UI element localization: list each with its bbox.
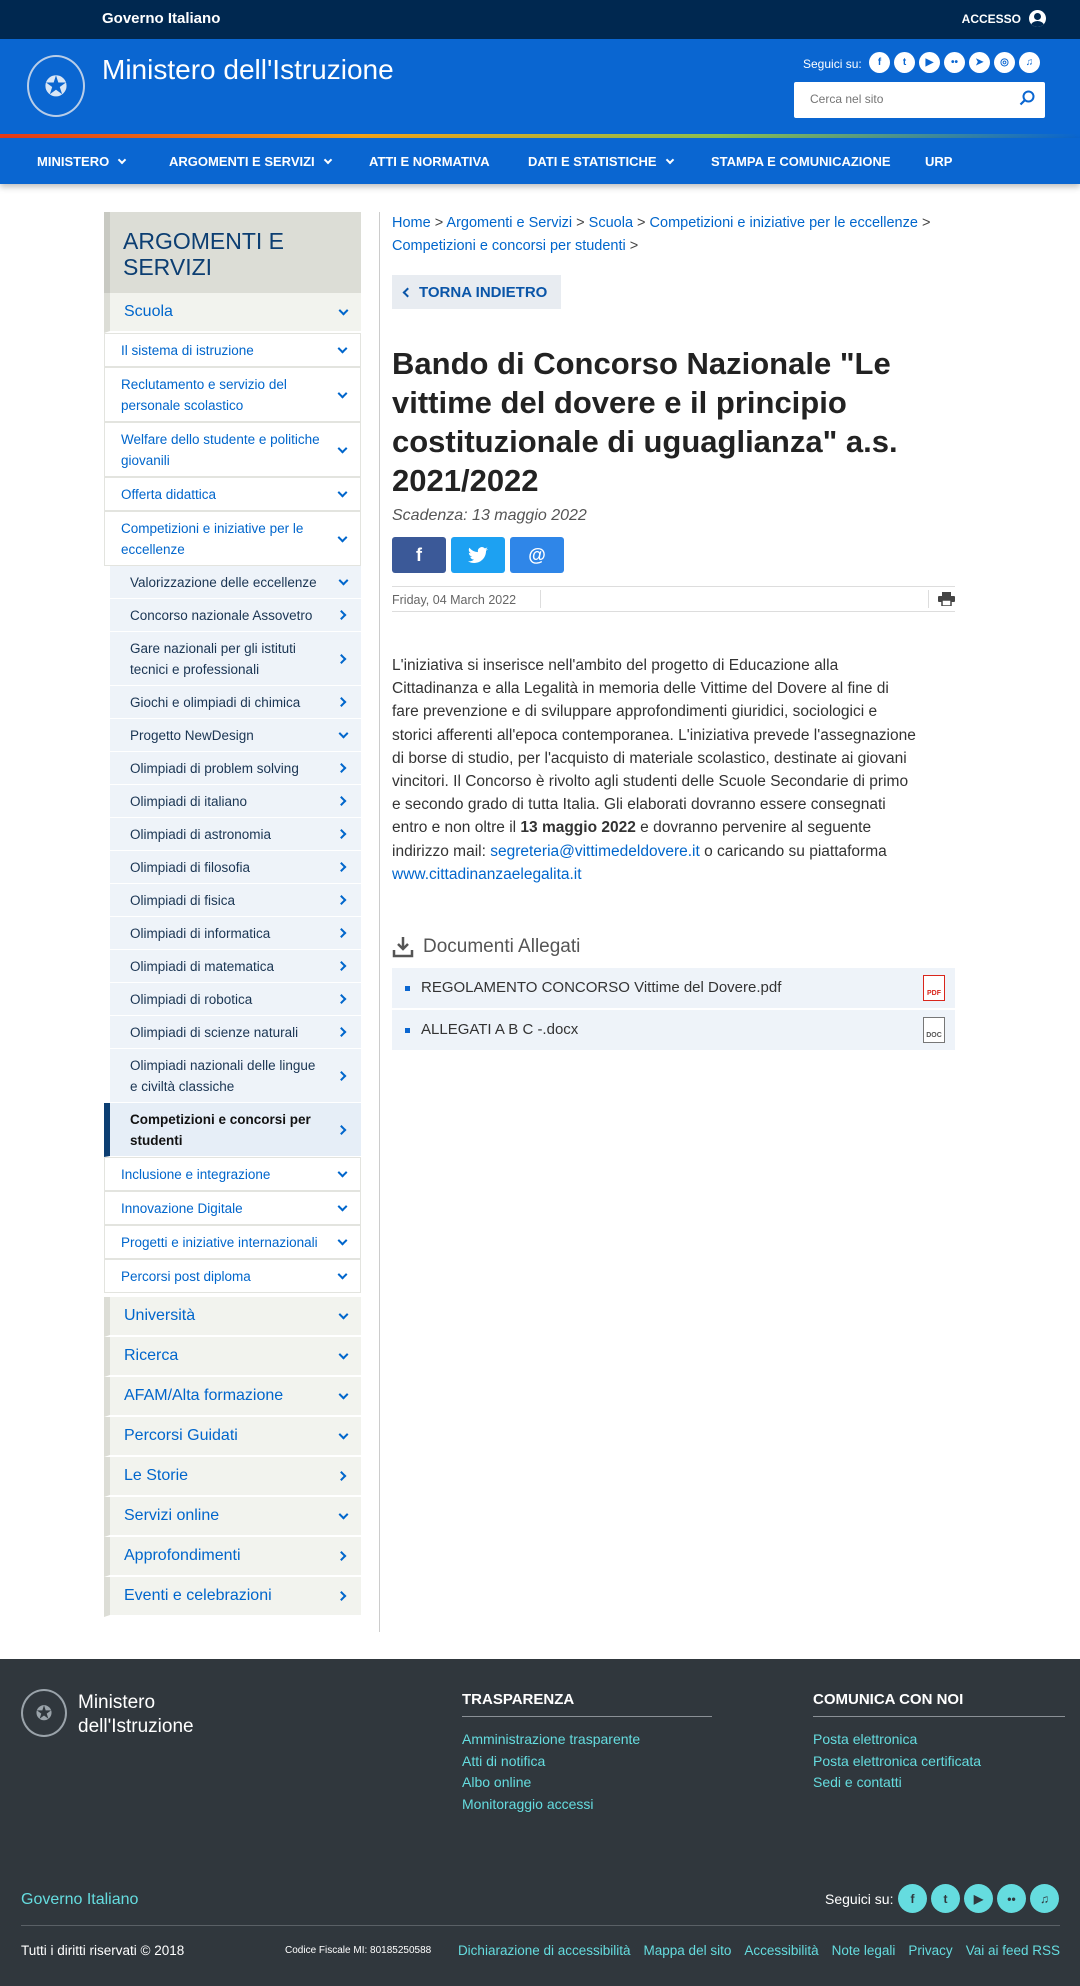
sidebar-item-approfondimenti[interactable] (104, 1537, 361, 1577)
print-icon[interactable] (938, 592, 955, 606)
chevron-down-icon (339, 729, 349, 739)
sidebar-subitem[interactable] (104, 1259, 361, 1293)
sidebar-item-label: Università (124, 1307, 196, 1324)
sidebar-deep-item[interactable] (104, 1049, 361, 1103)
footer-social-label: Seguici su: (825, 1891, 894, 1907)
breadcrumb-link[interactable]: Argomenti e Servizi (446, 215, 573, 231)
footer-title-line: dell'Istruzione (78, 1716, 194, 1737)
sidebar-subitem-label: Welfare dello studente e politiche giovanili (121, 432, 320, 468)
attachment-name: ALLEGATI A B C -.docx (421, 1021, 579, 1039)
nav-label: ATTI E NORMATIVA (369, 154, 490, 169)
breadcrumb: Home > Argomenti e Servizi > Scuola > Competizioni e iniziative per le eccellenze > Competizioni e concorsi per studenti > (392, 215, 931, 254)
sidebar-item-label: Le Storie (124, 1467, 189, 1484)
facebook-icon[interactable]: f (898, 1884, 927, 1913)
attachment-item[interactable] (392, 1010, 955, 1050)
sidebar-item-percorsi-guidati[interactable] (104, 1417, 361, 1457)
facebook-icon: f (416, 544, 422, 565)
chevron-down-icon (323, 155, 331, 163)
sidebar-title: ARGOMENTI E SERVIZI (104, 212, 361, 293)
chevron-down-icon (338, 1202, 348, 1212)
body-text: o caricando su piattaforma (699, 842, 887, 860)
sidebar-subitem-label: Offerta didattica (121, 487, 217, 502)
chevron-right-icon (337, 654, 347, 664)
chevron-down-icon (665, 155, 673, 163)
footer-bottom-link[interactable]: Privacy (908, 1943, 953, 1958)
republic-emblem-icon: ✪ (21, 1689, 67, 1737)
sidebar-deep-label: Olimpiadi di italiano (130, 794, 248, 809)
footer-title (78, 1691, 194, 1739)
sidebar-deep-label: Olimpiadi di astronomia (130, 827, 272, 842)
pdf-file-icon: PDF (923, 975, 945, 1001)
sidebar-deep-label: Olimpiadi nazionali delle lingue e civiltà classiche (130, 1058, 316, 1094)
chevron-right-icon (337, 1591, 347, 1601)
sidebar-deep-item[interactable] (104, 632, 361, 686)
chevron-down-icon (339, 576, 349, 586)
footer-bottom-link[interactable]: Note legali (831, 1943, 896, 1958)
sidebar-deep-item[interactable] (104, 686, 361, 719)
chevron-right-icon (337, 1071, 347, 1081)
nav-label: ARGOMENTI E SERVIZI (169, 154, 315, 169)
content-divider (379, 212, 380, 1632)
footer-col-trasparenza (462, 1691, 712, 1815)
sidebar-deep-item[interactable] (104, 566, 361, 599)
nav-dati-statistiche[interactable] (528, 154, 673, 169)
sidebar-item-eventi[interactable] (104, 1577, 361, 1617)
sidebar-item-universita[interactable] (104, 1297, 361, 1337)
footer-col-comunica (813, 1691, 1065, 1794)
site-title[interactable]: Ministero dell'Istruzione (102, 54, 394, 85)
footer-social-links (898, 1884, 1059, 1913)
email-link[interactable]: segreteria@vittimedeldovere.it (490, 842, 700, 860)
facebook-icon[interactable]: f (869, 52, 890, 73)
chevron-down-icon (338, 488, 348, 498)
chevron-down-icon (338, 1270, 348, 1280)
attachments-heading (392, 936, 955, 958)
chevron-down-icon (339, 1430, 349, 1440)
nav-stampa-comunicazione[interactable] (711, 154, 891, 169)
flickr-icon[interactable]: •• (944, 52, 965, 73)
site-header (0, 39, 1080, 134)
sidebar-subitem[interactable] (104, 477, 361, 511)
chevron-down-icon (338, 443, 348, 453)
flickr-icon[interactable]: •• (997, 1884, 1026, 1913)
sidebar-item-servizi-online[interactable] (104, 1497, 361, 1537)
sidebar-item-ricerca[interactable] (104, 1337, 361, 1377)
footer-bottom-link[interactable]: Accessibilità (744, 1943, 819, 1958)
nav-label: MINISTERO (37, 154, 110, 169)
sidebar-subitem[interactable] (104, 367, 361, 422)
twitter-icon[interactable]: t (894, 52, 915, 73)
sidebar-deep-label: Olimpiadi di problem solving (130, 761, 299, 776)
email-icon: @ (528, 544, 546, 565)
chevron-right-icon (337, 1027, 347, 1037)
main-content (392, 212, 955, 1052)
breadcrumb-link[interactable]: Competizioni e iniziative per le eccellenze (649, 215, 918, 231)
website-link[interactable]: www.cittadinanzaelegalita.it (392, 865, 582, 883)
footer-bottom-link[interactable]: Mappa del sito (643, 1943, 732, 1958)
nav-argomenti-servizi[interactable] (169, 154, 331, 169)
attachments-title: Documenti Allegati (423, 936, 581, 958)
body-text: L'iniziativa si inserisce nell'ambito del progetto di Educazione alla Cittadinanza e alla Legalità in memoria delle Vittime del Dovere al fine di fare prevenzione e di sviluppare approfondimenti giuridici, sociologici e storici afferenti all'epoca contemporanea. L'iniziativa prevede l'assegnazione di borse di studio, per l'acquisto di materiale scolastico, destinate ai giovani vincitori. Il Concorso è rivolto agli studenti delle Scuole Secondarie di primo e secondo grado di tutta Italia. Gli elaborati dovranno essere consegnati entro e non oltre il (392, 657, 916, 837)
sidebar-item-label: Percorsi Guidati (124, 1427, 238, 1444)
share-email-button[interactable] (510, 537, 564, 573)
instagram-icon[interactable]: ◎ (994, 52, 1015, 73)
footer-link[interactable]: Posta elettronica certificata (813, 1752, 982, 1769)
divider (540, 590, 541, 608)
footer-link[interactable]: Amministrazione trasparente (462, 1731, 641, 1747)
footer-link[interactable]: Posta elettronica (813, 1731, 918, 1747)
chevron-right-icon (337, 829, 347, 839)
share-buttons (392, 537, 955, 573)
top-bar (0, 0, 1080, 39)
chevron-right-icon (337, 796, 347, 806)
doc-file-icon: DOC (923, 1017, 945, 1043)
sidebar-deep-label: Competizioni e concorsi per studenti (130, 1112, 311, 1148)
download-icon (392, 936, 414, 958)
footer-title-line: Ministero (78, 1692, 156, 1713)
sidebar-deep-label: Olimpiadi di filosofia (130, 860, 251, 875)
chevron-down-icon (338, 532, 348, 542)
sidebar-deep-item[interactable] (104, 752, 361, 785)
body-text: e dovranno pervenire al seguente indirizzo mail: (392, 819, 872, 860)
sidebar-deep-item[interactable] (104, 851, 361, 884)
sidebar-item-label: Eventi e celebrazioni (124, 1587, 272, 1604)
chevron-down-icon (338, 344, 348, 354)
search-input[interactable] (810, 92, 1010, 106)
chevron-down-icon (339, 1310, 349, 1320)
chevron-right-icon (337, 1551, 347, 1561)
chevron-down-icon (339, 306, 349, 316)
chevron-right-icon (337, 1471, 347, 1481)
access-label: ACCESSO (961, 11, 1021, 26)
footer-bottom-link[interactable]: Dichiarazione di accessibilità (457, 1943, 631, 1958)
sidebar-item-le-storie[interactable] (104, 1457, 361, 1497)
chevron-right-icon (337, 697, 347, 707)
republic-emblem-icon: ✪ (27, 55, 85, 117)
sidebar-item-label: Servizi online (124, 1507, 220, 1524)
footer-link[interactable]: Sedi e contatti (813, 1774, 902, 1790)
sidebar-deep-item[interactable] (104, 599, 361, 632)
deadline: Scadenza: 13 maggio 2022 (392, 507, 587, 524)
sidebar-subitem-label: Progetti e iniziative internazionali (121, 1235, 318, 1250)
copyright: Tutti i diritti riservati © 2018 (21, 1943, 185, 1958)
chevron-right-icon (337, 961, 347, 971)
footer-bottom-link[interactable]: Vai ai feed RSS (965, 1943, 1060, 1958)
twitter-icon[interactable]: t (931, 1884, 960, 1913)
sidebar-deep-item[interactable] (104, 950, 361, 983)
attachment-item[interactable] (392, 968, 955, 1008)
nav-atti-normativa[interactable] (369, 154, 490, 169)
back-button[interactable] (392, 275, 561, 309)
sidebar-deep-label: Olimpiadi di fisica (130, 893, 236, 908)
publish-date: Friday, 04 March 2022 (392, 593, 517, 607)
chevron-down-icon (339, 1390, 349, 1400)
chevron-right-icon (337, 895, 347, 905)
attachments-list (392, 968, 955, 1050)
sidebar-subitem-label: Reclutamento e servizio del personale scolastico (121, 377, 287, 413)
sidebar-item-label: Approfondimenti (124, 1547, 241, 1564)
nav-urp[interactable] (925, 154, 952, 169)
sidebar-subitem[interactable] (104, 1191, 361, 1225)
sidebar-item-scuola[interactable] (104, 293, 361, 333)
sidebar-subitem[interactable] (104, 422, 361, 477)
access-button[interactable] (962, 10, 1046, 27)
footer-divider (21, 1925, 1060, 1926)
sidebar-item-afam[interactable] (104, 1377, 361, 1417)
footer (0, 1659, 1080, 1986)
footer-col-title: TRASPARENZA (462, 1691, 712, 1717)
telegram-icon[interactable]: ➤ (969, 52, 990, 73)
footer-governo-link[interactable]: Governo Italiano (21, 1891, 139, 1908)
podcast-icon[interactable]: ♫ (1019, 52, 1040, 73)
sidebar-subitem[interactable] (104, 1157, 361, 1191)
attachment-name: REGOLAMENTO CONCORSO Vittime del Dovere.pdf (421, 979, 782, 997)
sidebar-deep-label: Concorso nazionale Assovetro (130, 608, 313, 623)
chevron-down-icon (339, 1350, 349, 1360)
sidebar-subitem[interactable] (104, 1225, 361, 1259)
sidebar-item-label: Ricerca (124, 1347, 179, 1364)
chevron-down-icon (338, 1236, 348, 1246)
divider (928, 590, 929, 608)
sidebar-deep-label: Olimpiadi di scienze naturali (130, 1025, 299, 1040)
sidebar-deep-item[interactable] (104, 1016, 361, 1049)
youtube-icon[interactable]: ▶ (919, 52, 940, 73)
social-label: Seguici su: (803, 57, 862, 71)
sidebar-deep-label: Progetto NewDesign (130, 728, 254, 743)
chevron-right-icon (337, 862, 347, 872)
main-nav (0, 138, 1080, 184)
chevron-right-icon (337, 763, 347, 773)
nav-label: STAMPA E COMUNICAZIONE (711, 154, 891, 169)
sidebar-subitem-label: Inclusione e integrazione (121, 1167, 271, 1182)
footer-bottom (21, 1943, 1060, 1958)
sidebar-deep-item[interactable] (104, 719, 361, 752)
chevron-right-icon (337, 1125, 347, 1135)
sidebar-subitem-label: Competizioni e iniziative per le eccellenze (121, 521, 304, 557)
sidebar-item-label: Scuola (124, 303, 173, 320)
footer-col-title: COMUNICA CON NOI (813, 1691, 1065, 1717)
search-icon[interactable] (1019, 90, 1035, 106)
page-title: Bando di Concorso Nazionale "Le vittime del dovere e il principio costituzionale di uguaglianza" a.s. 2021/2022 (392, 346, 898, 498)
footer-link[interactable]: Atti di notifica (462, 1752, 546, 1769)
footer-link[interactable]: Monitoraggio accessi (462, 1795, 594, 1812)
user-icon (1029, 10, 1046, 27)
date-row (392, 586, 955, 612)
twitter-icon (468, 547, 488, 563)
footer-link[interactable]: Albo online (462, 1774, 532, 1790)
sidebar-deep-item[interactable] (104, 983, 361, 1016)
sidebar-deep-label: Olimpiadi di informatica (130, 926, 271, 941)
podcast-icon[interactable]: ♫ (1030, 1884, 1059, 1913)
sidebar-deep-item[interactable] (104, 884, 361, 917)
footer-bottom-links (458, 1943, 1060, 1958)
sidebar-deep-label: Valorizzazione delle eccellenze (130, 575, 317, 590)
sidebar-subitem-label: Il sistema di istruzione (121, 343, 254, 358)
chevron-right-icon (337, 994, 347, 1004)
breadcrumb-link[interactable]: Competizioni e concorsi per studenti (392, 238, 626, 254)
nav-label: URP (925, 154, 953, 169)
search-box (794, 82, 1045, 118)
sidebar-deep-item[interactable] (104, 785, 361, 818)
nav-label: DATI E STATISTICHE (528, 154, 657, 169)
fiscal-code: Codice Fiscale MI: 80185250588 (285, 1945, 432, 1956)
sidebar-deep-label: Gare nazionali per gli istituti tecnici e professionali (130, 641, 296, 677)
body-bold-date: 13 maggio 2022 (520, 819, 636, 837)
breadcrumb-link[interactable]: Scuola (588, 215, 634, 231)
sidebar-deep-label: Olimpiadi di matematica (130, 959, 275, 974)
chevron-down-icon (118, 155, 126, 163)
chevron-right-icon (337, 928, 347, 938)
sidebar-subitem-label: Innovazione Digitale (121, 1201, 243, 1216)
youtube-icon[interactable]: ▶ (964, 1884, 993, 1913)
breadcrumb-link[interactable]: Home (392, 215, 431, 231)
chevron-down-icon (339, 1510, 349, 1520)
governo-italiano-link[interactable]: Governo Italiano (102, 10, 221, 27)
chevron-right-icon (337, 610, 347, 620)
sidebar-deep-item[interactable] (104, 917, 361, 950)
share-twitter-button[interactable] (451, 537, 505, 573)
article-body (392, 654, 917, 886)
social-links (869, 52, 1040, 73)
sidebar-subitem[interactable] (104, 333, 361, 367)
sidebar (104, 212, 361, 1617)
sidebar-deep-label: Giochi e olimpiadi di chimica (130, 695, 301, 710)
nav-ministero[interactable] (37, 154, 125, 169)
chevron-down-icon (338, 1168, 348, 1178)
back-button-label: TORNA INDIETRO (419, 283, 548, 301)
share-facebook-button[interactable] (392, 537, 446, 573)
sidebar-deep-item-active[interactable] (104, 1103, 361, 1157)
sidebar-subitem[interactable] (104, 511, 361, 566)
sidebar-deep-label: Olimpiadi di robotica (130, 992, 253, 1007)
sidebar-item-label: AFAM/Alta formazione (124, 1387, 284, 1404)
chevron-left-icon (403, 287, 413, 297)
chevron-down-icon (338, 388, 348, 398)
sidebar-deep-item[interactable] (104, 818, 361, 851)
sidebar-subitem-label: Percorsi post diploma (121, 1269, 251, 1284)
